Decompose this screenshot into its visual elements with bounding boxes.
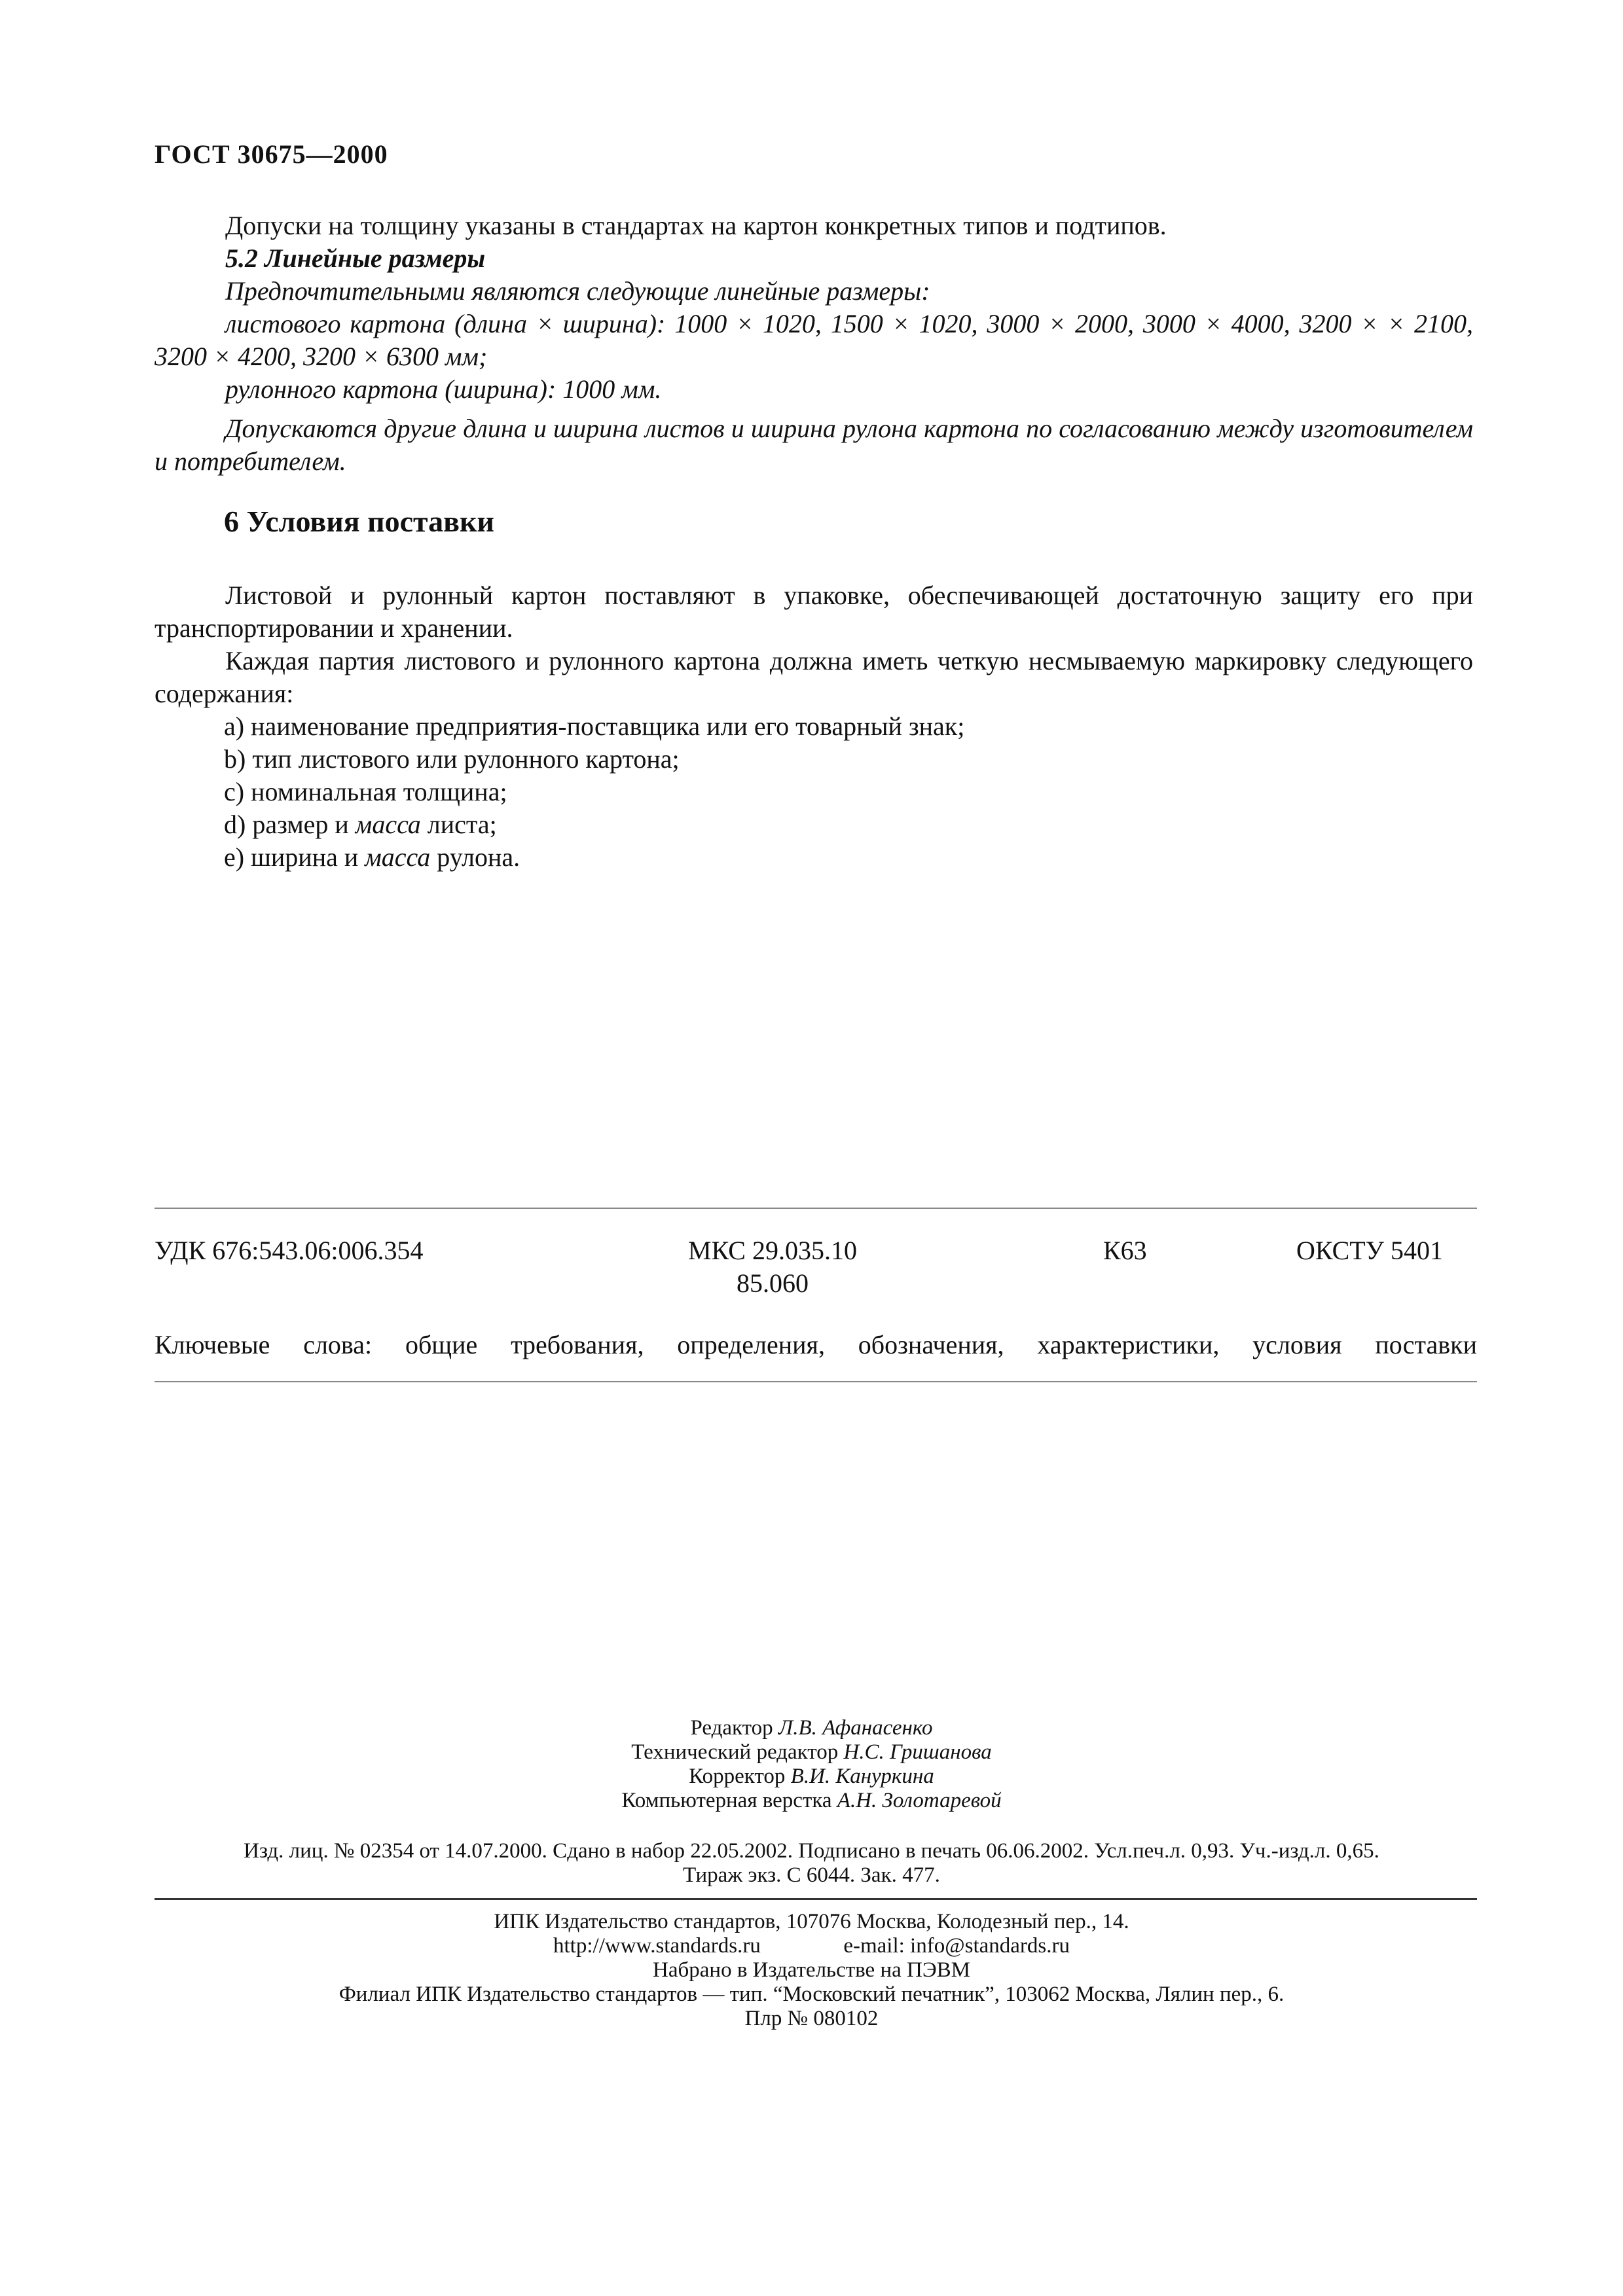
- publication-line1: Изд. лиц. № 02354 от 14.07.2000. Сдано в набор 22.05.2002. Подписано в печать 06.06.2002. Усл.печ.л. 0,93. Уч.-изд.л. 0,65.: [244, 1839, 1379, 1863]
- list-text-end: листа;: [427, 810, 497, 839]
- imprint-block: [0, 1910, 1623, 2031]
- list-marker: b): [224, 744, 246, 774]
- list-marker: c): [224, 777, 245, 806]
- credit-role: Технический редактор: [631, 1740, 839, 1764]
- list-item: [224, 776, 507, 808]
- imprint-line4: Филиал ИПК Издательство стандартов — тип. “Московский печатник”, 103062 Москва, Лялин пер., 6.: [338, 1982, 1285, 2006]
- imprint-line3: Набрано в Издательстве на ПЭВМ: [653, 1958, 970, 1982]
- subsection-title: Линейные размеры: [264, 243, 486, 273]
- subsection-number: 5.2: [225, 243, 258, 273]
- divider-top: [155, 1208, 1477, 1209]
- marking-paragraph: Каждая партия листового и рулонного картона должна иметь четкую несмываемую маркировку следующего содержания:: [155, 646, 1473, 708]
- list-text-end: рулона.: [437, 842, 520, 872]
- credit-line: [0, 1789, 1623, 1813]
- keywords-line: Ключевые слова: общие требования, определения, обозначения, характеристики, условия поставки: [155, 1330, 1477, 1359]
- subsection-heading: [155, 242, 1473, 275]
- credit-line: [0, 1765, 1623, 1789]
- list-marker: a): [224, 711, 245, 741]
- list-item: [224, 841, 520, 874]
- list-marker: e): [224, 842, 245, 872]
- imprint-line1: ИПК Издательство стандартов, 107076 Москва, Колодезный пер., 14.: [494, 1910, 1129, 1933]
- imprint-divider: [155, 1898, 1477, 1900]
- preferred-sizes-intro: Предпочтительными являются следующие линейные размеры:: [225, 276, 930, 306]
- list-text-italic: масса: [355, 810, 421, 839]
- credit-role: Компьютерная верстка: [621, 1789, 832, 1812]
- k-code: К63: [1103, 1236, 1147, 1265]
- list-text: ширина и: [251, 842, 359, 872]
- imprint-email: e-mail: info@standards.ru: [843, 1934, 1070, 1958]
- tolerance-paragraph: Допуски на толщину указаны в стандартах на картон конкретных типов и подтипов.: [225, 211, 1167, 240]
- udk-code: УДК 676:543.06:006.354: [155, 1236, 424, 1265]
- mks-code-line2: 85.060: [737, 1268, 809, 1298]
- credit-name: Н.С. Гришанова: [843, 1740, 992, 1764]
- other-sizes-paragraph: Допускаются другие длина и ширина листов и ширина рулона картона по согласованию между изготовителем и потребителем.: [155, 414, 1473, 476]
- credit-name: А.Н. Золотаревой: [837, 1789, 1002, 1812]
- divider-bottom: [155, 1381, 1477, 1382]
- credit-role: Корректор: [689, 1765, 786, 1788]
- imprint-url: http://www.standards.ru: [553, 1934, 761, 1958]
- publication-info: [0, 1839, 1623, 1888]
- list-item: [224, 808, 497, 841]
- section-6-heading: 6 Условия поставки: [224, 505, 495, 538]
- credit-line: [0, 1740, 1623, 1765]
- roll-sizes-paragraph: рулонного картона (ширина): 1000 мм.: [225, 374, 662, 404]
- list-text: наименование предприятия-поставщика или его товарный знак;: [251, 711, 965, 741]
- packaging-paragraph: Листовой и рулонный картон поставляют в упаковке, обеспечивающей достаточную защиту его при транспортировании и хранении.: [155, 581, 1473, 643]
- imprint-contacts: [0, 1934, 1623, 1958]
- credit-name: Л.В. Афанасенко: [778, 1716, 933, 1740]
- document-number-header: ГОСТ 30675—2000: [155, 139, 388, 169]
- list-item: [224, 743, 680, 776]
- okstu-code: ОКСТУ 5401: [1296, 1236, 1444, 1265]
- mks-code: [668, 1234, 877, 1300]
- mks-code-line1: МКС 29.035.10: [688, 1236, 857, 1265]
- imprint-line5: Плр № 080102: [744, 2007, 879, 2030]
- list-text: размер и: [252, 810, 349, 839]
- sheet-sizes-paragraph: листового картона (длина × ширина): 1000 × 1020, 1500 × 1020, 3000 × 2000, 3000 × 4000, 3200 × × 2100, 3200 × 4200, 3200 × 6300 мм;: [155, 309, 1473, 371]
- credit-line: [0, 1716, 1623, 1740]
- credit-role: Редактор: [690, 1716, 773, 1740]
- list-text: номинальная толщина;: [251, 777, 507, 806]
- list-text-italic: масса: [365, 842, 431, 872]
- credit-name: В.И. Кануркина: [790, 1765, 934, 1788]
- publication-line2: Тираж экз. С 6044. Зак. 477.: [683, 1863, 940, 1887]
- list-item: [224, 710, 964, 743]
- list-text: тип листового или рулонного картона;: [252, 744, 680, 774]
- list-marker: d): [224, 810, 246, 839]
- credits-block: [0, 1716, 1623, 1813]
